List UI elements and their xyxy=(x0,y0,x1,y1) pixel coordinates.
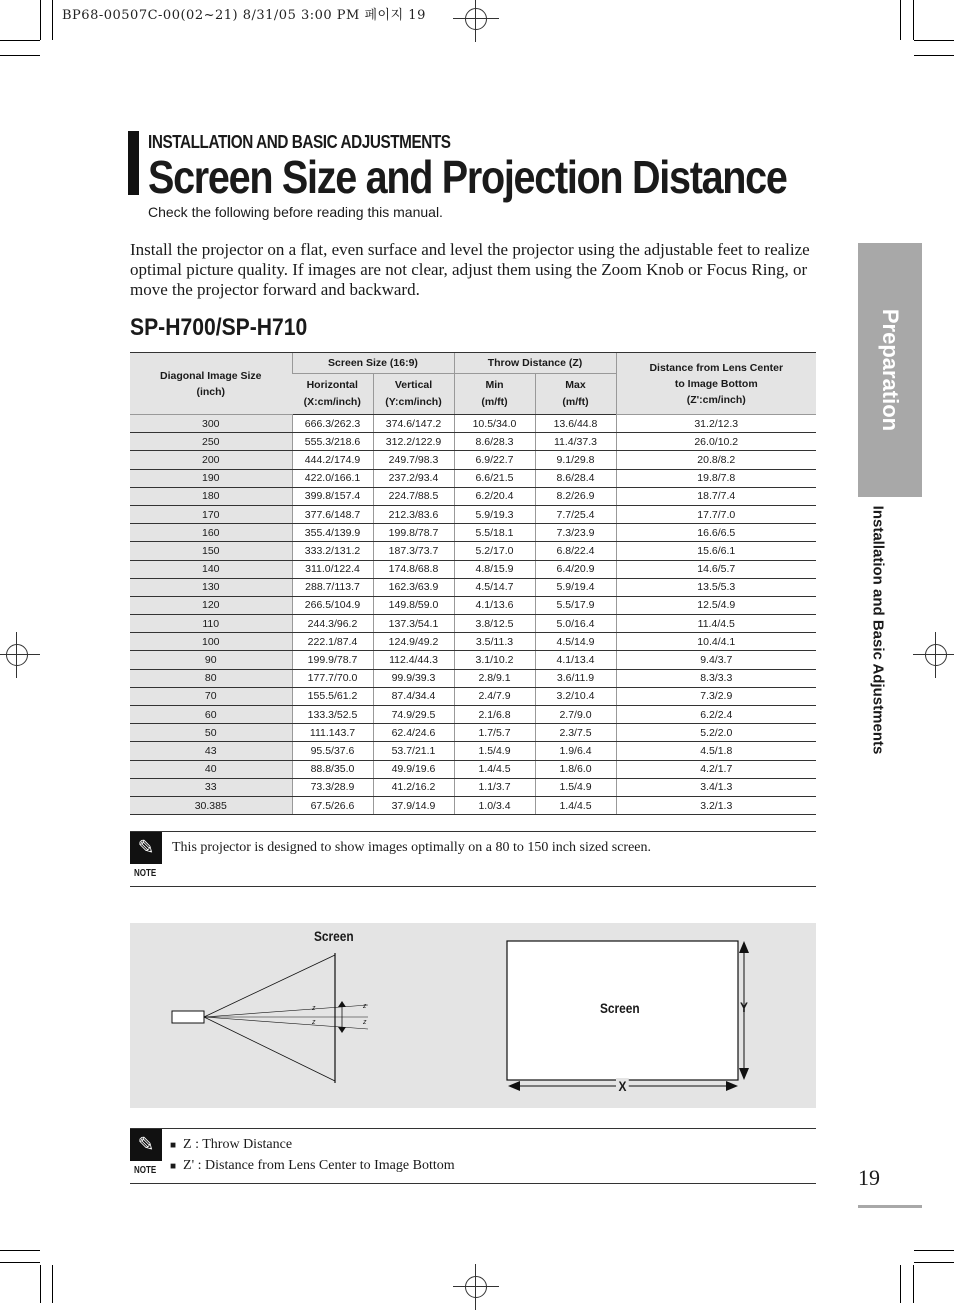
table-row xyxy=(130,542,816,560)
subtitle: Check the following before reading this manual. xyxy=(148,204,443,220)
crop-mark xyxy=(40,1265,41,1303)
table-cell: 6.8/22.4 xyxy=(535,542,616,560)
table-cell: 422.0/166.1 xyxy=(292,469,373,487)
crop-mark xyxy=(914,1262,954,1263)
table-row xyxy=(130,596,816,614)
note-item-text: : Throw Distance xyxy=(191,1137,293,1152)
table-cell: 9.1/29.8 xyxy=(535,451,616,469)
crop-mark xyxy=(914,40,954,41)
table-row xyxy=(130,633,816,651)
table-header-row xyxy=(130,353,816,374)
table-cell: 5.0/16.4 xyxy=(535,615,616,633)
pencil-icon: ✎ xyxy=(130,1129,162,1161)
table-cell: 2.3/7.5 xyxy=(535,724,616,742)
bullet-square-icon: ■ xyxy=(170,1161,177,1172)
table-cell: 4.5/1.8 xyxy=(616,742,816,760)
offset-arrowhead-bottom xyxy=(338,1027,346,1033)
table-cell: 288.7/113.7 xyxy=(292,578,373,596)
table-cell: 8.6/28.3 xyxy=(454,433,535,451)
side-chapter-label: Installation and Basic Adjustments xyxy=(869,505,887,755)
table-cell: 40 xyxy=(130,760,292,778)
table-cell: 374.6/147.2 xyxy=(373,415,454,433)
header-max: Max (m/ft) xyxy=(535,374,616,415)
intro-paragraph: Install the projector on a flat, even surface and level the projector using the adjustable feet to realize optimal picture quality. If images are not clear, adjust them using the Zoom Knob or Focus Ring, or move the projector forward and backward. xyxy=(130,240,810,299)
table-cell: 355.4/139.9 xyxy=(292,524,373,542)
table-cell: 200 xyxy=(130,451,292,469)
crop-mark xyxy=(52,0,53,40)
table-cell: 88.8/35.0 xyxy=(292,760,373,778)
projection-diagram xyxy=(130,923,816,1108)
note-label: NOTE xyxy=(134,868,157,879)
crop-mark xyxy=(914,55,954,56)
table-row xyxy=(130,415,816,433)
diagram-drawing xyxy=(130,923,816,1108)
note-item-lens xyxy=(170,1158,455,1174)
table-cell: 67.5/26.6 xyxy=(292,796,373,814)
table-row xyxy=(130,724,816,742)
table-cell: 12.5/4.9 xyxy=(616,596,816,614)
header-horizontal: Horizontal (X:cm/inch) xyxy=(292,374,373,415)
z-label-2: z xyxy=(312,1019,316,1026)
crop-mark xyxy=(913,0,914,40)
diagram-screen-label-front: Screen xyxy=(600,1000,640,1016)
registration-mark-top xyxy=(461,4,491,34)
table-cell: 13.5/5.3 xyxy=(616,578,816,596)
table-cell: 162.3/63.9 xyxy=(373,578,454,596)
table-cell: 6.4/20.9 xyxy=(535,560,616,578)
table-cell: 666.3/262.3 xyxy=(292,415,373,433)
table-cell: 6.2/2.4 xyxy=(616,706,816,724)
note-item-key: Z xyxy=(183,1137,192,1152)
note-item-key: Z' xyxy=(183,1158,195,1173)
table-cell: 60 xyxy=(130,706,292,724)
table-cell: 8.6/28.4 xyxy=(535,469,616,487)
crop-mark xyxy=(900,1265,901,1303)
table-cell: 1.0/3.4 xyxy=(454,796,535,814)
table-cell: 74.9/29.5 xyxy=(373,706,454,724)
table-cell: 444.2/174.9 xyxy=(292,451,373,469)
z-label-3: z xyxy=(363,1003,367,1010)
table-row xyxy=(130,505,816,523)
header-lens-distance: Distance from Lens Center to Image Bottom (Z':cm/inch) xyxy=(616,353,816,415)
registration-mark-left xyxy=(2,640,32,670)
table-row xyxy=(130,742,816,760)
table-cell: 244.3/96.2 xyxy=(292,615,373,633)
table-cell: 3.2/1.3 xyxy=(616,796,816,814)
table-row xyxy=(130,524,816,542)
table-cell: 17.7/7.0 xyxy=(616,505,816,523)
table-cell: 19.8/7.8 xyxy=(616,469,816,487)
table-cell: 31.2/12.3 xyxy=(616,415,816,433)
x-arrowhead-right xyxy=(726,1081,738,1091)
table-cell: 3.4/1.3 xyxy=(616,778,816,796)
table-cell: 7.7/25.4 xyxy=(535,505,616,523)
table-cell: 50 xyxy=(130,724,292,742)
note-box-2 xyxy=(130,1128,816,1184)
table-cell: 555.3/218.6 xyxy=(292,433,373,451)
table-cell: 4.5/14.9 xyxy=(535,633,616,651)
x-label: X xyxy=(616,1078,629,1094)
table-cell: 18.7/7.4 xyxy=(616,487,816,505)
table-cell: 13.6/44.8 xyxy=(535,415,616,433)
table-cell: 11.4/37.3 xyxy=(535,433,616,451)
bullet-square-icon: ■ xyxy=(170,1140,177,1151)
table-row xyxy=(130,487,816,505)
section-label: INSTALLATION AND BASIC ADJUSTMENTS xyxy=(148,132,451,152)
table-cell: 15.6/6.1 xyxy=(616,542,816,560)
table-cell: 30.385 xyxy=(130,796,292,814)
table-cell: 174.8/68.8 xyxy=(373,560,454,578)
header-min: Min (m/ft) xyxy=(454,374,535,415)
table-cell: 33 xyxy=(130,778,292,796)
table-cell: 222.1/87.4 xyxy=(292,633,373,651)
note-item-throw xyxy=(170,1137,292,1153)
table-cell: 73.3/28.9 xyxy=(292,778,373,796)
table-cell: 1.8/6.0 xyxy=(535,760,616,778)
table-cell: 2.4/7.9 xyxy=(454,687,535,705)
table-cell: 14.6/5.7 xyxy=(616,560,816,578)
side-tab-label: Preparation xyxy=(878,308,903,432)
table-cell: 377.6/148.7 xyxy=(292,505,373,523)
table-cell: 110 xyxy=(130,615,292,633)
table-cell: 2.1/6.8 xyxy=(454,706,535,724)
table-cell: 11.4/4.5 xyxy=(616,615,816,633)
title-bar xyxy=(128,131,139,195)
table-cell: 49.9/19.6 xyxy=(373,760,454,778)
table-cell: 3.5/11.3 xyxy=(454,633,535,651)
table-cell: 170 xyxy=(130,505,292,523)
header-vertical: Vertical (Y:cm/inch) xyxy=(373,374,454,415)
table-cell: 212.3/83.6 xyxy=(373,505,454,523)
table-cell: 6.2/20.4 xyxy=(454,487,535,505)
note-box-1 xyxy=(130,831,816,887)
table-cell: 124.9/49.2 xyxy=(373,633,454,651)
table-cell: 4.1/13.4 xyxy=(535,651,616,669)
table-row xyxy=(130,778,816,796)
table-cell: 9.4/3.7 xyxy=(616,651,816,669)
table-cell: 6.6/21.5 xyxy=(454,469,535,487)
table-cell: 7.3/2.9 xyxy=(616,687,816,705)
table-cell: 5.9/19.3 xyxy=(454,505,535,523)
table-cell: 80 xyxy=(130,669,292,687)
table-cell: 1.5/4.9 xyxy=(454,742,535,760)
table-cell: 5.2/17.0 xyxy=(454,542,535,560)
table-cell: 199.8/78.7 xyxy=(373,524,454,542)
table-row xyxy=(130,669,816,687)
crop-mark xyxy=(913,1265,914,1303)
table-cell: 5.9/19.4 xyxy=(535,578,616,596)
table-cell: 199.9/78.7 xyxy=(292,651,373,669)
table-cell: 70 xyxy=(130,687,292,705)
crop-mark xyxy=(52,1265,53,1303)
table-cell: 187.3/73.7 xyxy=(373,542,454,560)
crop-mark xyxy=(0,1250,40,1251)
table-cell: 3.8/12.5 xyxy=(454,615,535,633)
table-cell: 43 xyxy=(130,742,292,760)
table-cell: 2.7/9.0 xyxy=(535,706,616,724)
table-cell: 95.5/37.6 xyxy=(292,742,373,760)
table-row xyxy=(130,796,816,814)
table-cell: 137.3/54.1 xyxy=(373,615,454,633)
pencil-icon: ✎ xyxy=(130,832,162,864)
diagram-screen-label-side: Screen xyxy=(314,928,354,944)
table-cell: 133.3/52.5 xyxy=(292,706,373,724)
table-cell: 3.2/10.4 xyxy=(535,687,616,705)
table-cell: 16.6/6.5 xyxy=(616,524,816,542)
table-cell: 266.5/104.9 xyxy=(292,596,373,614)
crop-mark xyxy=(40,0,41,40)
y-label: Y xyxy=(740,999,748,1015)
table-cell: 20.8/8.2 xyxy=(616,451,816,469)
table-cell: 87.4/34.4 xyxy=(373,687,454,705)
table-cell: 26.0/10.2 xyxy=(616,433,816,451)
crop-mark xyxy=(0,55,40,56)
page-number-rule xyxy=(858,1205,922,1208)
table-row xyxy=(130,451,816,469)
y-arrowhead-bottom xyxy=(739,1068,749,1080)
registration-mark-bottom xyxy=(461,1272,491,1302)
table-cell: 62.4/24.6 xyxy=(373,724,454,742)
table-cell: 1.4/4.5 xyxy=(454,760,535,778)
table-cell: 4.8/15.9 xyxy=(454,560,535,578)
table-cell: 37.9/14.9 xyxy=(373,796,454,814)
table-cell: 249.7/98.3 xyxy=(373,451,454,469)
table-cell: 4.2/1.7 xyxy=(616,760,816,778)
table-cell: 5.5/18.1 xyxy=(454,524,535,542)
table-cell: 3.6/11.9 xyxy=(535,669,616,687)
table-row xyxy=(130,706,816,724)
table-cell: 300 xyxy=(130,415,292,433)
table-cell: 180 xyxy=(130,487,292,505)
print-header: BP68-00507C-00(02~21) 8/31/05 3:00 PM 페이지 19 xyxy=(62,8,426,23)
note-item-text: : Distance from Lens Center to Image Bottom xyxy=(194,1158,455,1173)
projection-distance-table xyxy=(130,352,816,815)
table-cell: 99.9/39.3 xyxy=(373,669,454,687)
x-arrowhead-left xyxy=(508,1081,520,1091)
table-cell: 311.0/122.4 xyxy=(292,560,373,578)
table-cell: 177.7/70.0 xyxy=(292,669,373,687)
table-cell: 2.8/9.1 xyxy=(454,669,535,687)
table-cell: 140 xyxy=(130,560,292,578)
y-arrowhead-top xyxy=(739,941,749,953)
header-diagonal: Diagonal Image Size (inch) xyxy=(130,353,292,415)
table-row xyxy=(130,651,816,669)
model-heading: SP-H700/SP-H710 xyxy=(130,314,308,341)
table-cell: 90 xyxy=(130,651,292,669)
table-cell: 5.5/17.9 xyxy=(535,596,616,614)
table-cell: 250 xyxy=(130,433,292,451)
table-cell: 155.5/61.2 xyxy=(292,687,373,705)
table-cell: 111.143.7 xyxy=(292,724,373,742)
table-cell: 237.2/93.4 xyxy=(373,469,454,487)
table-cell: 150 xyxy=(130,542,292,560)
table-row xyxy=(130,760,816,778)
table-cell: 6.9/22.7 xyxy=(454,451,535,469)
table-row xyxy=(130,615,816,633)
note-text: This projector is designed to show images optimally on a 80 to 150 inch sized screen. xyxy=(172,840,652,855)
z-label-1: z xyxy=(312,1005,316,1012)
registration-mark-right xyxy=(921,640,951,670)
table-cell: 1.9/6.4 xyxy=(535,742,616,760)
table-cell: 399.8/157.4 xyxy=(292,487,373,505)
table-cell: 1.7/5.7 xyxy=(454,724,535,742)
beam-bottom xyxy=(204,1017,335,1081)
table-cell: 312.2/122.9 xyxy=(373,433,454,451)
z-label-4: z xyxy=(363,1019,367,1026)
table-cell: 10.5/34.0 xyxy=(454,415,535,433)
table-row xyxy=(130,687,816,705)
table-cell: 1.4/4.5 xyxy=(535,796,616,814)
page-number: 19 xyxy=(858,1165,880,1190)
table-cell: 160 xyxy=(130,524,292,542)
table-cell: 120 xyxy=(130,596,292,614)
header-screen-size: Screen Size (16:9) xyxy=(292,353,454,374)
table-cell: 8.2/26.9 xyxy=(535,487,616,505)
table-row xyxy=(130,560,816,578)
table-cell: 333.2/131.2 xyxy=(292,542,373,560)
table-cell: 3.1/10.2 xyxy=(454,651,535,669)
table-cell: 130 xyxy=(130,578,292,596)
table-cell: 7.3/23.9 xyxy=(535,524,616,542)
table-cell: 5.2/2.0 xyxy=(616,724,816,742)
crop-mark xyxy=(914,1250,954,1251)
table-cell: 224.7/88.5 xyxy=(373,487,454,505)
table-cell: 1.5/4.9 xyxy=(535,778,616,796)
table-cell: 149.8/59.0 xyxy=(373,596,454,614)
table-cell: 1.1/3.7 xyxy=(454,778,535,796)
crop-mark xyxy=(900,0,901,40)
table-cell: 112.4/44.3 xyxy=(373,651,454,669)
table-cell: 10.4/4.1 xyxy=(616,633,816,651)
side-tab-preparation xyxy=(858,243,922,497)
table-row xyxy=(130,578,816,596)
offset-arrowhead-top xyxy=(338,1001,346,1007)
page-title: Screen Size and Projection Distance xyxy=(148,151,787,203)
crop-mark xyxy=(0,40,40,41)
note-label: NOTE xyxy=(134,1165,157,1176)
crop-mark xyxy=(0,1262,40,1263)
table-cell: 4.1/13.6 xyxy=(454,596,535,614)
table-cell: 53.7/21.1 xyxy=(373,742,454,760)
projector-shape xyxy=(172,1011,204,1023)
header-throw-distance: Throw Distance (Z) xyxy=(454,353,616,374)
table-cell: 190 xyxy=(130,469,292,487)
table-cell: 8.3/3.3 xyxy=(616,669,816,687)
table-cell: 4.5/14.7 xyxy=(454,578,535,596)
table-body xyxy=(130,415,816,815)
table-cell: 41.2/16.2 xyxy=(373,778,454,796)
table-cell: 100 xyxy=(130,633,292,651)
table-row xyxy=(130,469,816,487)
table-row xyxy=(130,433,816,451)
